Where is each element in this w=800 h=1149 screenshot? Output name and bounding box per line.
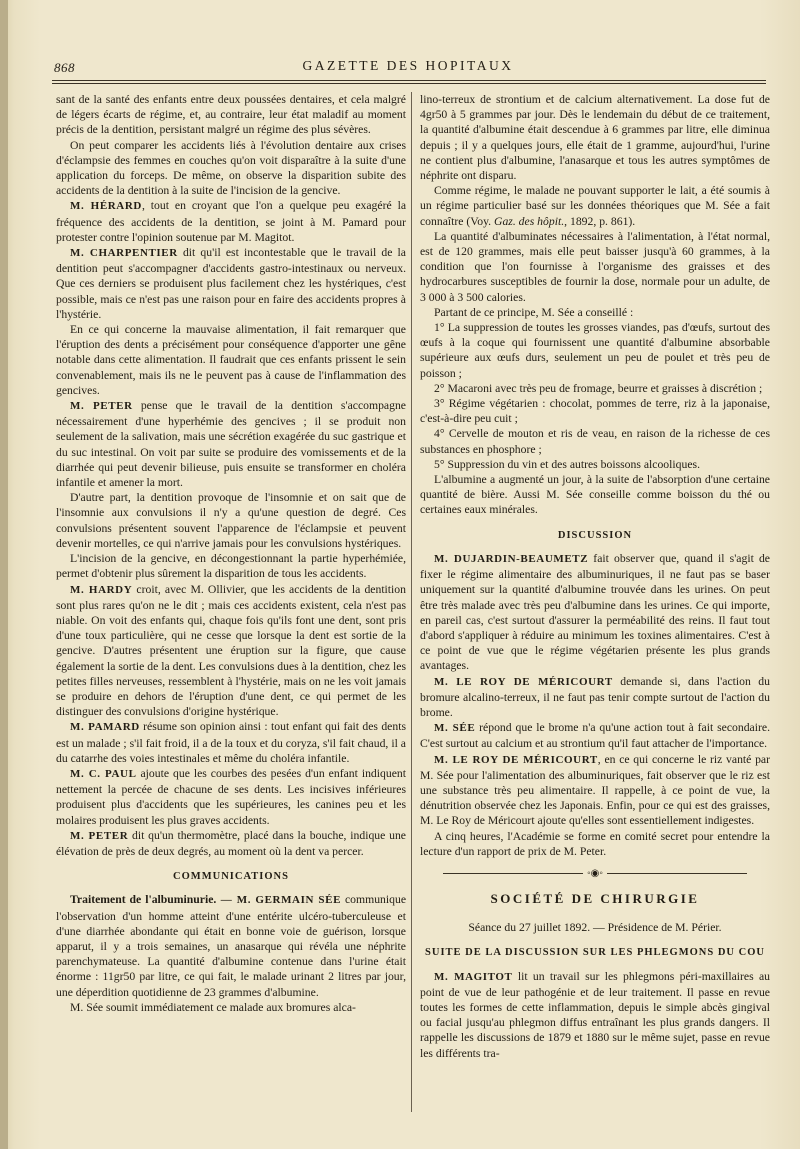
paragraph	[56, 828, 406, 859]
paragraph	[56, 892, 406, 999]
speaker-text: répond que le brome n'a qu'une action tout à fait secondaire. C'est surtout au calcium et au strontium qu'il faut attacher de l'importance.	[420, 721, 770, 751]
speaker-text: , tout en croyant que l'on a quelque peu exagéré la fréquence des accidents de la dentition, se joint à M. Pamard pour protester contre l'opinion soutenue par M. Magitot.	[56, 199, 407, 244]
paragraph: sant de la santé des enfants entre deux poussées dentaires, et cela malgré de légers écarts de régime, et, au contraire, leur état maladif au moment précis de la dentition, persistant malgré un régime des plus sévères.	[56, 93, 406, 137]
ornament-rule-right	[607, 873, 747, 874]
paragraph: D'autre part, la dentition provoque de l'insomnie et on sait que de l'insomnie aux convulsions il n'y a qu'une question de degré. Ces convulsions présentent souvent l'apparence de l'éclampsie et peuvent devenir mortelles, ce qui n'arrive jamais pour les convulsions hystériques.	[56, 491, 406, 550]
paragraph: En ce qui concerne la mauvaise alimentation, il fait remarquer que l'éruption des dents a précisément pour conséquence d'apporter une gêne notable dans cette alimentation. Il faudrait que ces enfants prissent le sein convenablement, mais ils ne le peuvent pas à cause de l'inflammation des gencives.	[56, 323, 406, 397]
paragraph	[56, 582, 406, 720]
speaker-name: M. SÉE	[434, 722, 476, 735]
article-author: — M. GERMAIN SÉE	[216, 894, 342, 907]
paragraph	[56, 766, 406, 828]
speaker-name: M. MAGITOT	[434, 970, 513, 983]
paragraph	[56, 245, 406, 322]
ornament-rule-left	[443, 873, 583, 874]
paragraph-text: Comme régime, le malade ne pouvant supporter le lait, a été soumis à un régime particulier basé sur les données théoriques que M. Sée a fait connaître (Voy.	[420, 184, 770, 228]
left-column	[56, 92, 406, 1015]
ornament-knot-icon: ◦◉◦	[587, 867, 603, 879]
reference: Gaz. des hôpit.	[494, 214, 565, 228]
paragraph	[56, 719, 406, 766]
list-item: 3° Régime végétarien : chocolat, pommes de terre, riz à la japonaise, c'est-à-dire peu cuit ;	[420, 397, 770, 426]
speaker-name: M. PAMARD	[70, 721, 140, 734]
paragraph	[420, 969, 770, 1061]
section-ornament	[420, 865, 770, 881]
speaker-name: M. PETER	[70, 829, 129, 842]
speaker-text: résume son opinion ainsi : tout enfant qui fait des dents est un malade ; s'il fait froid, il a de la toux et du coryza, s'il fait chaud, il a du catarrhe des voies intestinales et même du choléra infantile.	[56, 720, 406, 765]
paragraph: L'albumine a augmenté un jour, à la suite de l'absorption d'une certaine quantité de bière. Aussi M. Sée conseille comme boisson du thé ou certaines eaux minérales.	[420, 473, 770, 517]
list-item: 4° Cervelle de mouton et ris de veau, en raison de la richesse de ces substances en phosphore ;	[420, 427, 770, 456]
paragraph	[56, 398, 406, 490]
page-header	[52, 56, 764, 80]
list-item: 2° Macaroni avec très peu de fromage, beurre et graisses à discrétion ;	[434, 381, 763, 395]
header-rule-bottom	[52, 83, 766, 84]
section-heading-communications: COMMUNICATIONS	[173, 871, 289, 883]
speaker-name: M. C. PAUL	[70, 767, 137, 780]
speaker-text: lit un travail sur les phlegmons péri-maxillaires au point de vue de leur pathogénie et de leur traitement. Il passe en revue toutes les formes de cette inflammation, depuis le simple abcès gingival ou facial jusqu'au phlegmon diffus entraînant les plus grands dangers. Il rappelle les discussions de 1879 et 1880 sur le même sujet, passe en revue les différents tra-	[420, 969, 770, 1060]
speaker-name: M. LE ROY DE MÉRICOURT	[434, 753, 598, 766]
paragraph: L'incision de la gencive, en décongestionnant la partie hyperhémiée, permet d'obtenir plus sûrement la disparition de tous les accidents.	[56, 552, 406, 581]
section-heading-discussion: DISCUSSION	[557, 529, 633, 541]
right-column	[420, 92, 770, 1061]
paragraph: lino-terreux de strontium et de calcium alternativement. La dose fut de 4gr50 à 5 grammes par jour. Dès le lendemain du début de ce traitement, la quantité d'albumine était descendue à 6 grammes par litre, elle diminua depuis ; il y a quelques jours, elle était de 1 gramme, aujourd'hui, l'urine ne contient plus d'albumine, l'anasarque et tous les autres symptômes de néphrite ont disparu.	[420, 93, 770, 183]
article-text: communique l'observation d'un homme atteint d'une entérite ulcéro-tuberculeuse et d'une diarrhée abondante qui était en bonne voie de guérison, lorsque apparut, il y a trois semaines, un anasarque qui révéla une néphrite parenchymateuse. La quantité d'albumine contenue dans l'urine était énorme : 11gr50 par litre, ce qui fait, le malade urinant 2 litres par jour, une déperdition quotidienne de 23 grammes d'albumine.	[56, 893, 407, 999]
paragraph	[420, 720, 770, 751]
speaker-name: M. CHARPENTIER	[70, 247, 178, 260]
paragraph: A cinq heures, l'Académie se forme en comité secret pour entendre la lecture d'un rapport de prix de M. Peter.	[420, 829, 770, 858]
list-item: 1° La suppression de toutes les grosses viandes, pas d'œufs, surtout des œufs à la coque qui fournissent une quantité d'albumine absorbable supérieure aux œufs durs, seulement un peu de poulet et très peu de poisson ;	[420, 321, 770, 380]
paragraph: Partant de ce principe, M. Sée a conseillé :	[434, 305, 634, 319]
speaker-name: M. HARDY	[70, 583, 133, 596]
speaker-text: demande si, dans l'action du bromure alcalino-terreux, il ne faut pas tenir compte surtout de l'action du brome.	[420, 674, 770, 719]
speaker-text: ajoute que les courbes des pesées d'un enfant indiquent nettement la percée de chacune de ses dents. Les incisives inférieures produisent plus d'accidents que les supérieures, les canines peu et les molaires produisent les plus graves accidents.	[56, 766, 406, 827]
paragraph: M. Sée soumit immédiatement ce malade aux bromures alca-	[70, 1000, 356, 1014]
list-item: 5° Suppression du vin et des autres boissons alcooliques.	[434, 457, 700, 471]
article-title: Traitement de l'albuminurie.	[70, 893, 217, 907]
column-divider	[411, 92, 412, 1112]
paragraph: La quantité d'albuminates nécessaires à l'alimentation, à l'état normal, est de 120 grammes, mais elle peut baisser jusqu'à 60 grammes, à la condition que l'on fournisse à l'organisme des graisses et des hydrocarbures susceptibles de fournir la dose, normale pour un adulte, de 3 000 à 3 500 calories.	[420, 229, 770, 304]
speaker-text: dit qu'il est incontestable que le travail de la dentition peut s'accompagner d'accidents gastro-intestinaux ou nerveux. Que ces derniers se produisent plus facilement chez les hystériques, c'est possible, mais ce n'est pas une raison pour en faire des accidents propres à l'hystérie.	[56, 246, 406, 321]
page-number: 868	[54, 60, 75, 75]
paragraph	[420, 674, 770, 721]
paragraph	[420, 183, 770, 229]
society-heading: SOCIÉTÉ DE CHIRURGIE	[490, 890, 700, 906]
speaker-name: M. LE ROY DE MÉRICOURT	[434, 675, 613, 688]
paragraph-text: , 1892, p. 861).	[564, 214, 636, 228]
session-line: Séance du 27 juillet 1892. — Présidence de M. Périer.	[468, 921, 722, 935]
paragraph	[420, 551, 770, 674]
paragraph	[420, 752, 770, 829]
speaker-text: pense que le travail de la dentition s'accompagne nécessairement d'une hyperhémie des gencives ; il se produit non seulement de la salivation, mais une sécrétion exagérée du suc gastrique et du suc intestinal. On voit par suite se produire des vomissements et de la diarrhée qui peut devenir bilieuse, puis ensuite se transformer en choléra infantile et amener la mort.	[56, 399, 406, 490]
header-rule-top	[52, 80, 766, 81]
speaker-text: croit, avec M. Ollivier, que les accidents de la dentition sont plus rares qu'on ne le dit ; mais ces accidents existent, cela n'est pas niable. On voit des enfants qui, chaque fois qu'ils font une dent, sont pris d'une toux particulière, qui ne cesse que lorsque la dent est sortie de la gencive. D'autres présentent une éruption sur la figure, que cause également la sortie de la dent. Les convulsions dues à la dentition, chez les petites filles nerveuses, ressemblent à l'hystérie, mais on ne les voit jamais se produire en dehors de l'éruption d'une dent, ce qui permet de les distinguer des convulsions d'origine hystérique.	[56, 582, 406, 719]
speaker-name: M. PETER	[70, 400, 133, 413]
speaker-name: M. DUJARDIN-BEAUMETZ	[434, 552, 589, 565]
section-heading-suite: SUITE DE LA DISCUSSION SUR LES PHLEGMONS DU COU	[425, 947, 765, 959]
speaker-text: fait observer que, quand il s'agit de fixer le régime alimentaire des albuminuriques, il ne faut pas se baser uniquement sur la quantité d'albumine trouvée dans les urines. On peut être très malade avec très peu d'albumine dans les urines. Ce qui importe, en pareil cas, c'est surtout d'assurer la perméabilité des reins. Il faut tout d'abord s'appliquer à réduire au minimum les toxines alimentaires. C'est à ce point de vue que le régime végétarien présente les plus grands avantages.	[420, 551, 770, 673]
speaker-text: dit qu'un thermomètre, placé dans la bouche, indique une élévation de près de deux degrés, au moment où la dent va percer.	[56, 828, 406, 858]
paragraph: On peut comparer les accidents liés à l'évolution dentaire aux crises d'éclampsie des femmes en couches qu'on voit disparaître à la suite d'une application du forceps. De même, on observe la disparition subite des accidents de la dentition à la suite de l'incision de la gencive.	[56, 138, 406, 198]
journal-title: GAZETTE DES HOPITAUX	[302, 58, 514, 73]
paragraph	[56, 198, 406, 245]
speaker-name: M. HÉRARD	[70, 200, 142, 213]
page-binding-edge	[0, 0, 8, 1149]
speaker-text: , en ce qui concerne le riz vanté par M. Sée pour l'alimentation des albuminuriques, fait observer que le riz est une substance très peu alimentaire. Il rappelle, à ce point de vue, la dénutrition observée chez les Japonais. Enfin, pour ce qui est des graisses, M. Le Roy de Méricourt ajoute qu'elles sont essentiellement indigestes.	[420, 752, 770, 828]
